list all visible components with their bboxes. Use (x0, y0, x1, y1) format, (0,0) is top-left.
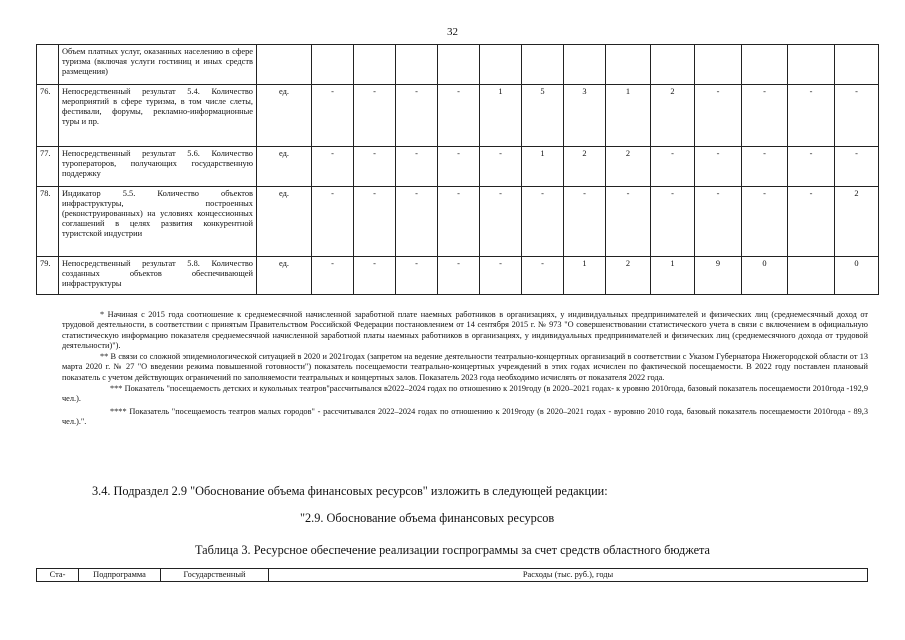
row-value: - (606, 187, 651, 257)
row-value: - (354, 187, 396, 257)
row-value (788, 257, 835, 295)
footnote-1: * Начиная с 2015 года соотношение к среднемесячной начисленной заработной плате наемных работников в организациях, у индивидуальных предпринимателей и физических лиц (среднемесячный доход от трудовой деятельности, в соответствии с принятым Правительством Российской Федерации постановлением от 14 сентября 2015 г. № 973 "О совершенствовании статистического учета в связи с включением в официальную статистическую информацию показателя среднемесячной начисленной заработной платы наемных работников в организациях, у индивидуальных предпринимателей и физических лиц (среднемесячного дохода от трудовой деятельности)"). (62, 310, 868, 350)
row-value (312, 45, 354, 85)
table-row (37, 187, 879, 257)
row-description: Непосредственный результат 5.8. Количество созданных объектов обеспечивающей инфраструктуры (59, 257, 257, 295)
row-value: 3 (564, 85, 606, 147)
row-value (742, 45, 788, 85)
indicators-table (36, 44, 879, 295)
footnote-4: **** Показатель "посещаемость театров малых городов" - рассчитывался 2022–2024 годах по отношению к 2019году (в 2020–2021 годах - вуровню 2010 года, базовый показатель посещаемости 2010года - 89,3 чел.).". (62, 406, 868, 426)
row-value: 2 (835, 187, 879, 257)
row-value (354, 45, 396, 85)
row-value: 2 (564, 147, 606, 187)
resources-table (36, 568, 868, 582)
row-number: 76. (37, 85, 59, 147)
table3-header-state: Государственный (161, 569, 269, 582)
page-number: 32 (447, 26, 458, 38)
row-unit: ед. (257, 147, 312, 187)
row-value (396, 45, 438, 85)
table3-header-row (37, 569, 868, 582)
row-value: - (396, 147, 438, 187)
table3-header-expenses: Расходы (тыс. руб.), годы (269, 569, 868, 582)
row-value: - (438, 257, 480, 295)
row-value: 0 (742, 257, 788, 295)
row-value: 2 (651, 85, 695, 147)
row-value: 0 (835, 257, 879, 295)
row-value: - (396, 187, 438, 257)
row-value: - (438, 147, 480, 187)
row-value: - (651, 187, 695, 257)
row-value (564, 45, 606, 85)
row-value: - (354, 85, 396, 147)
row-value: 2 (606, 147, 651, 187)
row-unit (257, 45, 312, 85)
row-value: - (742, 147, 788, 187)
row-unit: ед. (257, 257, 312, 295)
row-value: - (695, 147, 742, 187)
row-value: - (438, 187, 480, 257)
row-value: - (480, 257, 522, 295)
row-value: 9 (695, 257, 742, 295)
row-value (695, 45, 742, 85)
row-value: - (695, 187, 742, 257)
row-value: - (438, 85, 480, 147)
footnotes (62, 310, 868, 428)
row-value: - (835, 85, 879, 147)
row-value (606, 45, 651, 85)
footnote-3: *** Показатель "посещаемость детских и кукольных театров"рассчитывался в2022–2024 годах по отношению к 2019году (в 2020–2021 годах- к уровню 2010года, базовый показатель посещаемости 2010года -192,9 чел.). (62, 383, 868, 404)
row-value: - (312, 85, 354, 147)
row-value (651, 45, 695, 85)
row-value: - (354, 257, 396, 295)
row-number: 79. (37, 257, 59, 295)
row-description: Индикатор 5.5. Количество объектов инфраструктуры, построенных (реконструированных) на условиях концессионных соглашений в целях развития конкурентной туристской индустрии (59, 187, 257, 257)
row-value: 1 (564, 257, 606, 295)
row-value (522, 45, 564, 85)
section-heading: 3.4. Подраздел 2.9 "Обоснование объема финансовых ресурсов" изложить в следующей редакции: (92, 484, 608, 498)
row-value (835, 45, 879, 85)
row-value: 1 (480, 85, 522, 147)
row-value: - (788, 147, 835, 187)
row-value: - (522, 187, 564, 257)
table-row (37, 147, 879, 187)
row-value: - (354, 147, 396, 187)
row-value: - (742, 85, 788, 147)
row-value: 1 (606, 85, 651, 147)
row-value: - (312, 187, 354, 257)
row-value: - (788, 85, 835, 147)
row-value: - (312, 257, 354, 295)
row-value: 5 (522, 85, 564, 147)
row-description: Непосредственный результат 5.6. Количество туроператоров, получающих государственную поддержку (59, 147, 257, 187)
row-value (788, 45, 835, 85)
row-value: - (651, 147, 695, 187)
row-value: - (835, 147, 879, 187)
row-value: - (522, 257, 564, 295)
table-row (37, 45, 879, 85)
row-value: - (742, 187, 788, 257)
row-number: 78. (37, 187, 59, 257)
row-value (480, 45, 522, 85)
table-row (37, 85, 879, 147)
row-unit: ед. (257, 85, 312, 147)
row-value: 1 (651, 257, 695, 295)
row-description: Объем платных услуг, оказанных населению в сфере туризма (включая услуги гостиниц и иных средств размещения) (59, 45, 257, 85)
row-value: - (695, 85, 742, 147)
row-value (438, 45, 480, 85)
table3-header-stage: Ста- (37, 569, 79, 582)
row-value: - (396, 85, 438, 147)
table3-caption: Таблица 3. Ресурсное обеспечение реализации госпрограммы за счет средств областного бюджета (194, 543, 711, 557)
row-number (37, 45, 59, 85)
row-value: - (788, 187, 835, 257)
row-value: - (480, 147, 522, 187)
row-value: 2 (606, 257, 651, 295)
row-unit: ед. (257, 187, 312, 257)
footnote-2: ** В связи со сложной эпидемиологической ситуацией в 2020 и 2021годах (запретом на ведение деятельности театрально-концертных организаций в соответствии с Указом Губернатора Нижегородской области от 13 марта 2020 г. № 27 "О введении режима повышенной готовности") показатель посещаемости театрально-концертных учреждений в этих годах исчислен по фактической посещаемости. В 2022 году поставлен плановый показатель с учетом действующих ограничений по заполняемости театральных и концертных залов. Показатель 2023 года необходимо исчислять от показателя 2022 года. (62, 352, 868, 382)
row-value: - (312, 147, 354, 187)
row-description: Непосредственный результат 5.4. Количество мероприятий в сфере туризма, в том числе слеты, фестивали, форумы, рекламно-информационные туры и пр. (59, 85, 257, 147)
table-row (37, 257, 879, 295)
row-value: - (480, 187, 522, 257)
subsection-title: "2.9. Обоснование объема финансовых ресурсов (300, 511, 555, 525)
table3-header-subprogram: Подпрограмма (79, 569, 161, 582)
row-number: 77. (37, 147, 59, 187)
row-value: - (396, 257, 438, 295)
row-value: - (564, 187, 606, 257)
row-value: 1 (522, 147, 564, 187)
